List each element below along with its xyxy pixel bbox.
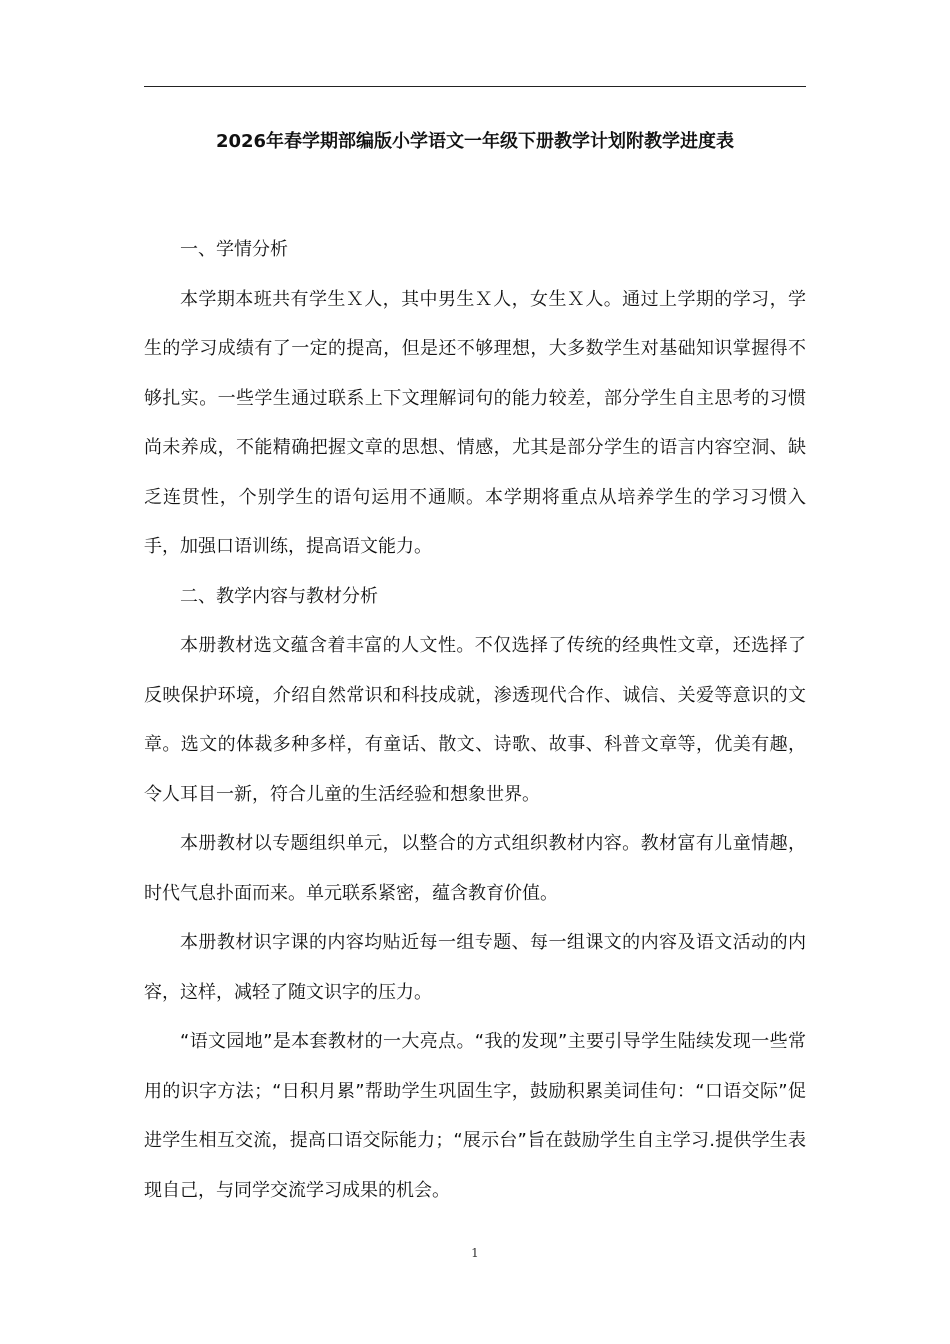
paragraph: 本册教材选文蕴含着丰富的人文性。不仅选择了传统的经典性文章，还选择了反映保护环境，介绍自然常识和科技成就，渗透现代合作、诚信、关爱等意识的文章。选文的体裁多种多样，有童话、散文、诗歌、故事、科普文章等，优美有趣，令人耳目一新，符合儿童的生活经验和想象世界。 (144, 635, 806, 805)
paragraph: “语文园地”是本套教材的一大亮点。“我的发现”主要引导学生陆续发现一些常用的识字方法；“日积月累”帮助学生巩固生字，鼓励积累美词佳句：“口语交际”促进学生相互交流，提高口语交际能力；“展示台”旨在鼓励学生自主学习.提供学生表现自己，与同学交流学习成果的机会。 (144, 1031, 806, 1201)
section-heading-learning-analysis: 一、学情分析 (180, 239, 288, 260)
paragraph: 本册教材以专题组织单元，以整合的方式组织教材内容。教材富有儿童情趣，时代气息扑面而来。单元联系紧密，蕴含教育价值。 (144, 833, 806, 904)
header-rule (144, 86, 806, 87)
document-title: 2026年春学期部编版小学语文一年级下册教学计划附教学进度表 (215, 131, 735, 152)
document-body (144, 225, 806, 1215)
page-number: 1 (471, 1246, 479, 1260)
section-heading-content-analysis: 二、教学内容与教材分析 (180, 585, 378, 607)
paragraph: 本册教材识字课的内容均贴近每一组专题、每一组课文的内容及语文活动的内容，这样，减轻了随文识字的压力。 (144, 932, 806, 1003)
paragraph: 本学期本班共有学生Ｘ人，其中男生Ｘ人，女生Ｘ人。通过上学期的学习，学生的学习成绩有了一定的提高，但是还不够理想，大多数学生对基础知识掌握得不够扎实。一些学生通过联系上下文理解词句的能力较差，部分学生自主思考的习惯尚未养成，不能精确把握文章的思想、情感，尤其是部分学生的语言内容空洞、缺乏连贯性，个别学生的语句运用不通顺。本学期将重点从培养学生的学习习惯入手，加强口语训练，提高语文能力。 (144, 288, 806, 557)
